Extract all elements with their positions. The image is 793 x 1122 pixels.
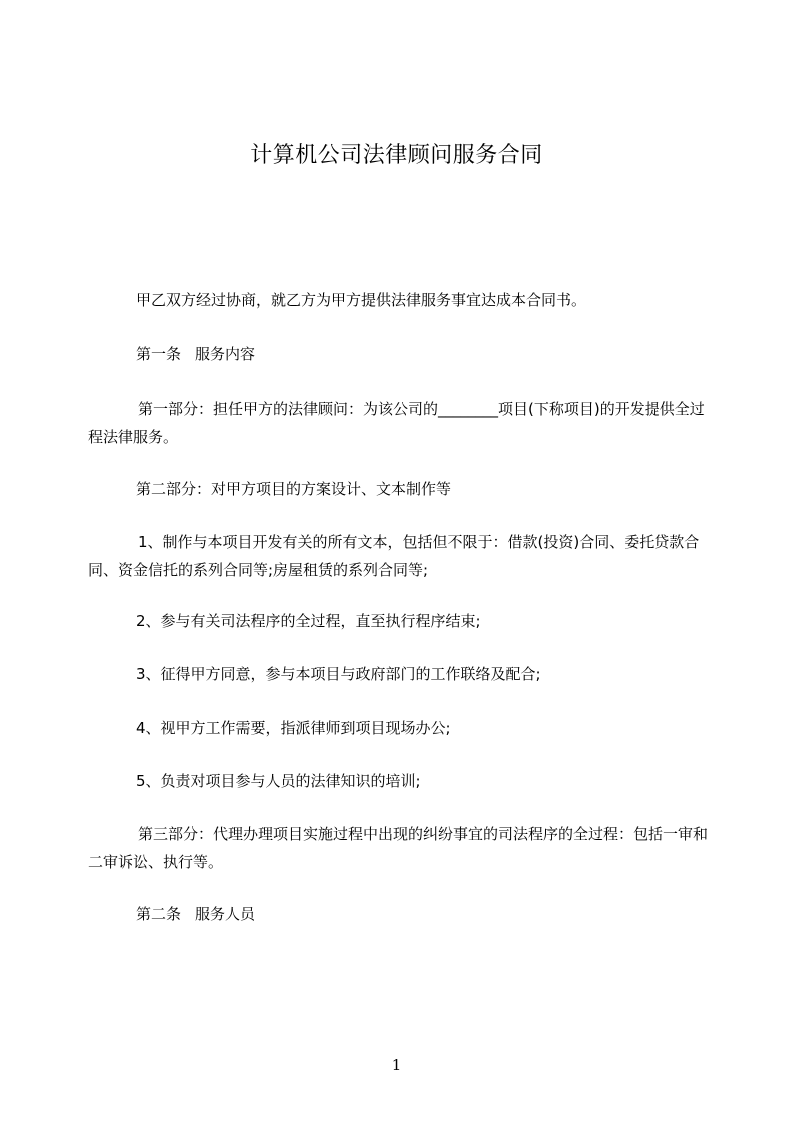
intro-text: 甲乙双方经过协商，就乙方为甲方提供法律服务事宜达成本合同书。 bbox=[136, 291, 587, 309]
item-2-text: 2、参与有关司法程序的全过程，直至执行程序结束; bbox=[136, 612, 481, 630]
list-item bbox=[88, 660, 713, 688]
article-1-title: 服务内容 bbox=[195, 345, 256, 363]
list-item bbox=[88, 528, 713, 584]
part-2-text: 第二部分：对甲方项目的方案设计、文本制作等 bbox=[136, 480, 452, 498]
article-2-heading bbox=[88, 900, 713, 928]
part-3-paragraph bbox=[88, 820, 713, 876]
list-item bbox=[88, 714, 713, 742]
page-number: 1 bbox=[391, 1056, 402, 1074]
article-1-heading bbox=[88, 340, 713, 368]
item-3-text: 3、征得甲方同意，参与本项目与政府部门的工作联络及配合; bbox=[136, 665, 541, 683]
part-3-text: 第三部分：代理办理项目实施过程中出现的纠纷事宜的司法程序的全过程：包括一审和二审诉讼、执行等。 bbox=[88, 825, 709, 871]
article-1-number: 第一条 bbox=[136, 345, 182, 363]
part-1-text: 第一部分：担任甲方的法律顾问：为该公司的________项目(下称项目)的开发提供全过程法律服务。 bbox=[88, 400, 705, 446]
item-1-text: 1、制作与本项目开发有关的所有文本，包括但不限于：借款(投资)合同、委托贷款合同、资金信托的系列合同等;房屋租赁的系列合同等; bbox=[88, 533, 700, 579]
part-1-paragraph bbox=[88, 395, 713, 451]
item-4-text: 4、视甲方工作需要，指派律师到项目现场办公; bbox=[136, 719, 451, 737]
intro-paragraph bbox=[88, 286, 713, 314]
item-5-text: 5、负责对项目参与人员的法律知识的培训; bbox=[136, 772, 421, 790]
list-item bbox=[88, 607, 713, 635]
document-title: 计算机公司法律顾问服务合同 bbox=[250, 143, 543, 168]
list-item bbox=[88, 767, 713, 795]
part-2-paragraph bbox=[88, 475, 713, 503]
article-2-title: 服务人员 bbox=[195, 905, 256, 923]
article-2-number: 第二条 bbox=[136, 905, 182, 923]
